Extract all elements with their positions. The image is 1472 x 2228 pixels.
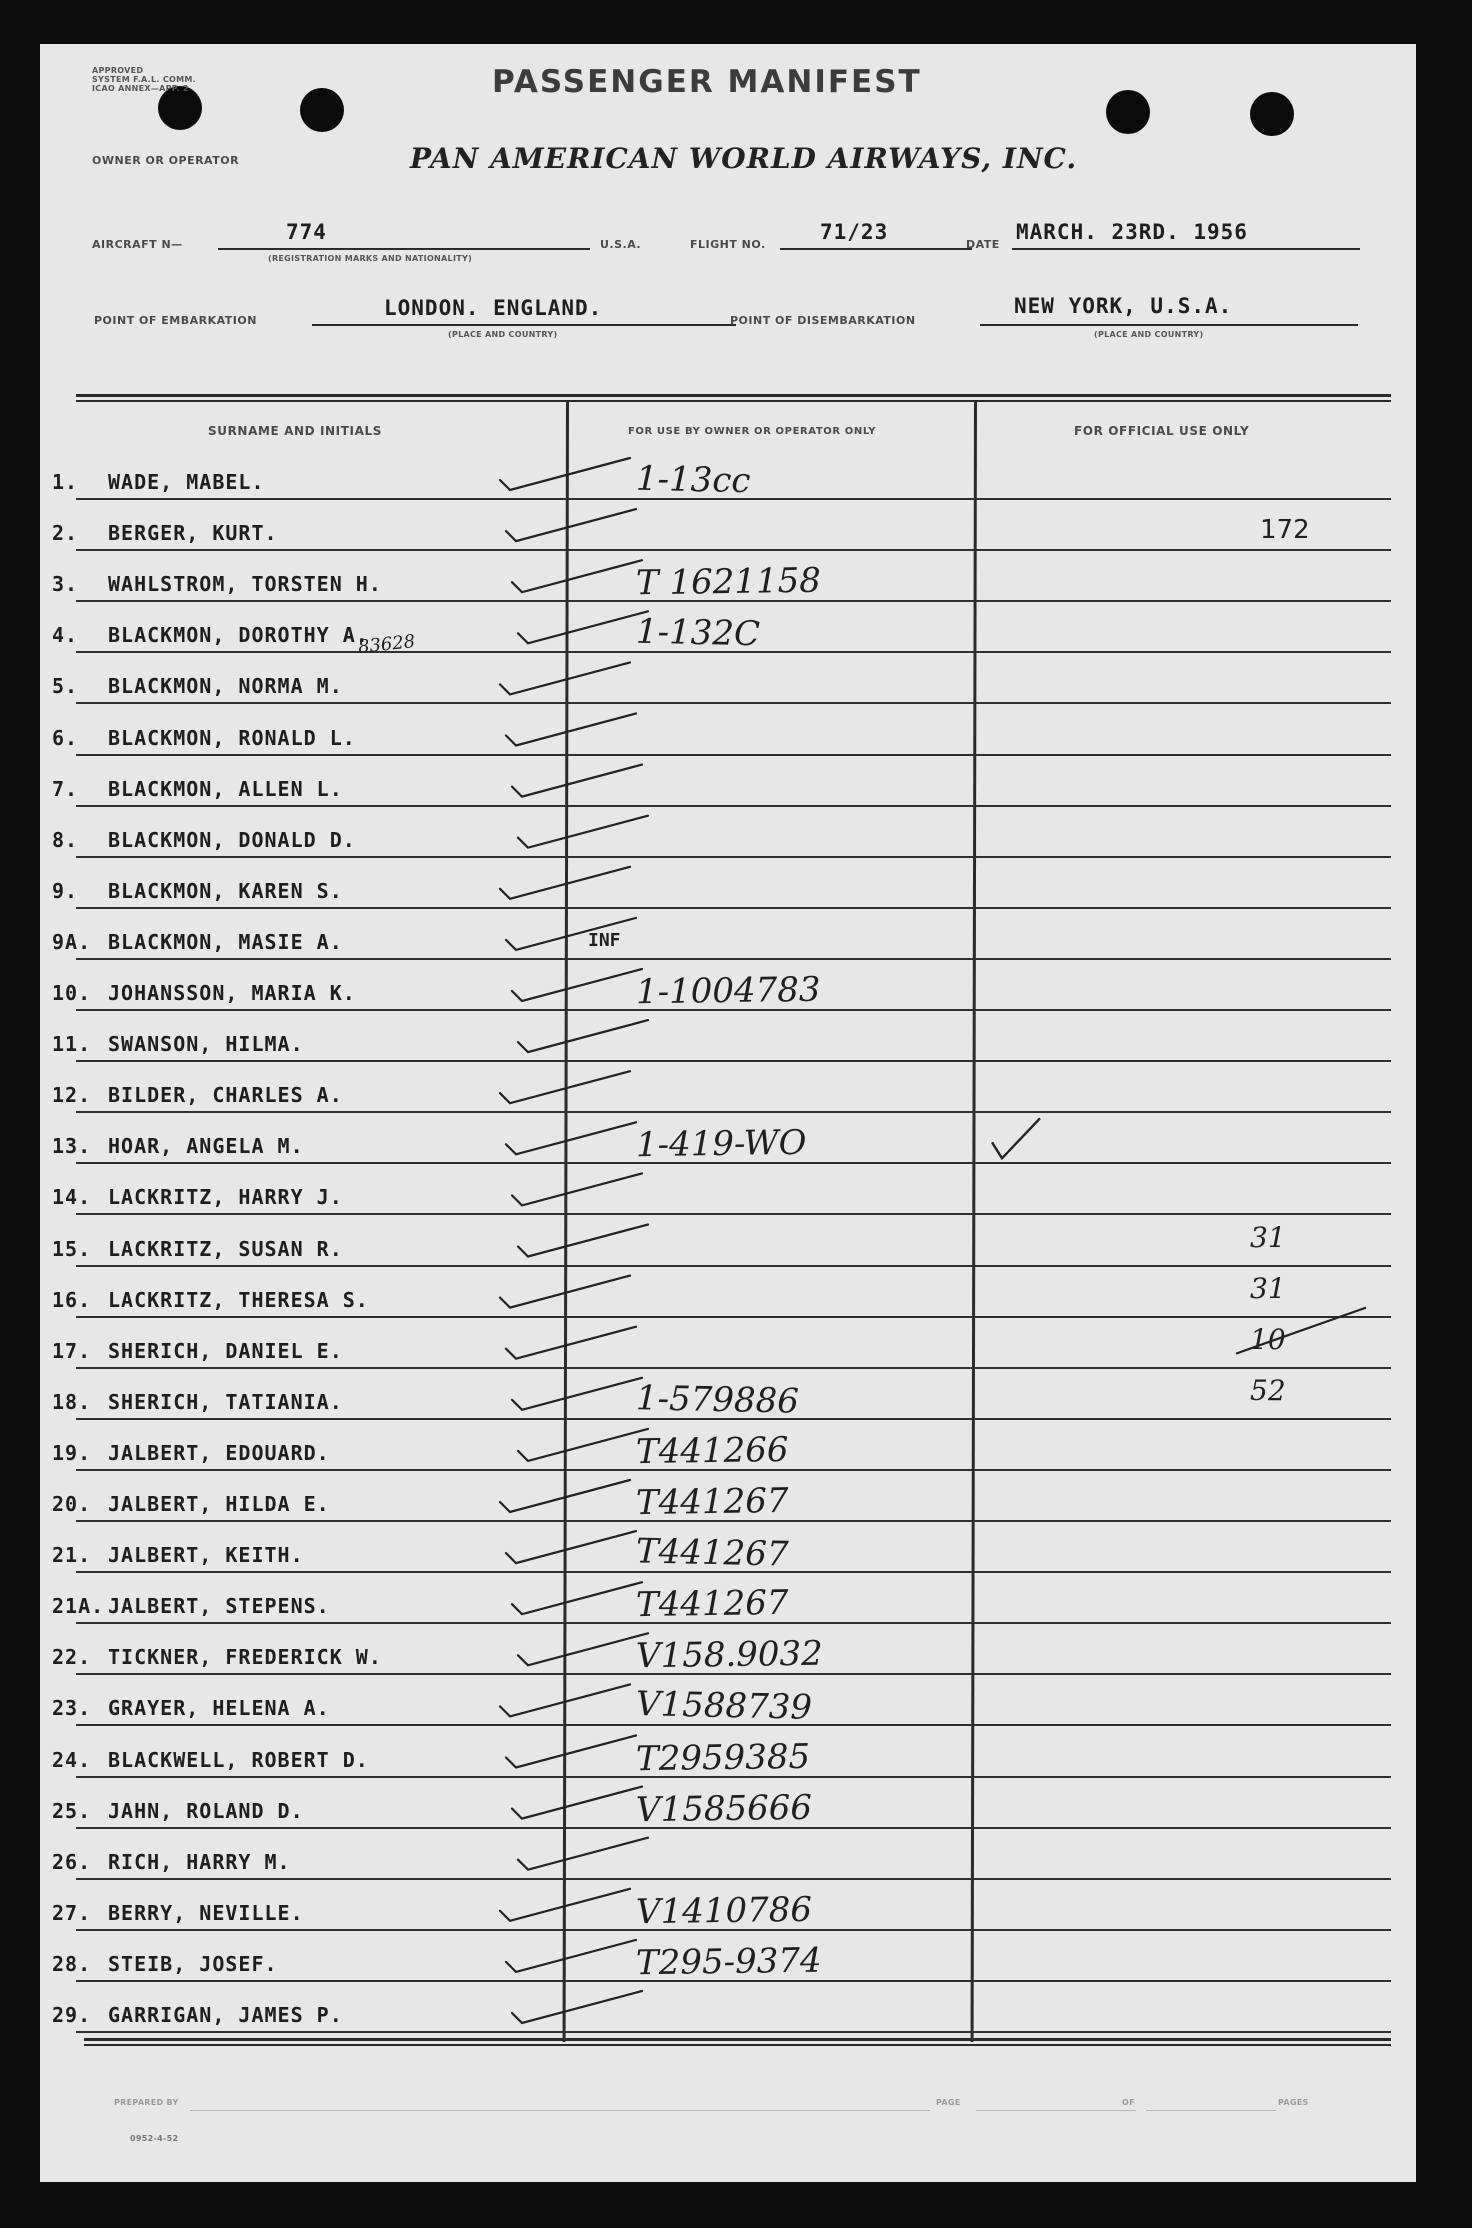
fraction-slash xyxy=(1236,1308,1366,1354)
row-number: 18. xyxy=(52,1390,92,1414)
row-number: 9. xyxy=(52,879,79,903)
column-header-name: SURNAME AND INITIALS xyxy=(208,424,382,438)
page-label: PAGE xyxy=(936,2098,961,2107)
check-mark xyxy=(500,458,630,490)
check-mark xyxy=(506,1122,636,1154)
check-mark xyxy=(518,611,648,643)
usa-label: U.S.A. xyxy=(600,238,642,251)
passenger-name: GRAYER, HELENA A. xyxy=(108,1696,330,1720)
manifest-sheet xyxy=(40,44,1416,2182)
embark-value: LONDON. ENGLAND. xyxy=(384,296,603,320)
check-mark xyxy=(512,1173,642,1205)
passenger-name: JALBERT, HILDA E. xyxy=(108,1492,330,1516)
form-code: 0952-4-52 xyxy=(130,2134,179,2143)
passenger-name: BERRY, NEVILLE. xyxy=(108,1901,304,1925)
check-mark xyxy=(506,918,636,950)
passenger-name: BLACKMON, ALLEN L. xyxy=(108,777,343,801)
row-number: 5. xyxy=(52,674,79,698)
row-number: 17. xyxy=(52,1339,92,1363)
date-label: DATE xyxy=(966,238,1000,251)
pages-label: PAGES xyxy=(1278,2098,1309,2107)
operator-notation: T 1621158 xyxy=(635,560,822,604)
passenger-name: JAHN, ROLAND D. xyxy=(108,1799,304,1823)
row-number: 2. xyxy=(52,521,79,545)
check-mark xyxy=(506,1940,636,1972)
check-mark xyxy=(500,1071,630,1103)
check-mark xyxy=(500,1480,630,1512)
row-number: 4. xyxy=(52,623,79,647)
passenger-name: STEIB, JOSEF. xyxy=(108,1952,278,1976)
check-mark xyxy=(506,1531,636,1563)
passenger-name: SHERICH, TATIANIA. xyxy=(108,1390,343,1414)
row-number: 21. xyxy=(52,1543,92,1567)
check-mark xyxy=(518,1225,648,1257)
check-mark-overlay xyxy=(40,44,1416,2182)
row-number: 9A. xyxy=(52,930,92,954)
disembark-value: NEW YORK, U.S.A. xyxy=(1014,294,1233,318)
check-mark xyxy=(506,1736,636,1768)
check-mark xyxy=(512,1787,642,1819)
passenger-name: JALBERT, KEITH. xyxy=(108,1543,304,1567)
passenger-name: BILDER, CHARLES A. xyxy=(108,1083,343,1107)
operator-notation: V1585666 xyxy=(635,1787,813,1831)
passenger-name: BLACKMON, DOROTHY A. xyxy=(108,623,369,647)
disembark-sub: (PLACE AND COUNTRY) xyxy=(1094,330,1204,339)
official-notation: 31 xyxy=(1250,1272,1286,1305)
operator-notation: 1-13cc xyxy=(635,458,751,502)
operator-notation: T2959385 xyxy=(635,1736,811,1780)
row-number: 16. xyxy=(52,1288,92,1312)
aircraft-label: AIRCRAFT N— xyxy=(92,238,183,251)
flight-label: FLIGHT NO. xyxy=(690,238,766,251)
check-mark xyxy=(518,1429,648,1461)
check-mark xyxy=(512,560,642,592)
passenger-name: LACKRITZ, HARRY J. xyxy=(108,1185,343,1209)
row-number: 15. xyxy=(52,1237,92,1261)
column-header-operator: FOR USE BY OWNER OR OPERATOR ONLY xyxy=(628,426,877,437)
row-number: 21A. xyxy=(52,1594,105,1618)
check-mark xyxy=(518,816,648,848)
passenger-name: BLACKWELL, ROBERT D. xyxy=(108,1748,369,1772)
operator-notation: 1-579886 xyxy=(635,1378,800,1422)
check-mark xyxy=(992,1118,1040,1158)
disembark-label: POINT OF DISEMBARKATION xyxy=(730,314,916,327)
official-notation: 31 xyxy=(1250,1221,1286,1254)
check-mark xyxy=(512,969,642,1001)
passenger-name: BLACKMON, NORMA M. xyxy=(108,674,343,698)
date-value: MARCH. 23RD. 1956 xyxy=(1016,220,1248,244)
row-number: 20. xyxy=(52,1492,92,1516)
operator-notation: 1-1004783 xyxy=(635,969,821,1013)
passenger-name: JALBERT, EDOUARD. xyxy=(108,1441,330,1465)
form-title: PASSENGER MANIFEST xyxy=(492,64,922,100)
row-number: 1. xyxy=(52,470,79,494)
check-mark xyxy=(506,714,636,746)
passenger-name: JALBERT, STEPENS. xyxy=(108,1594,330,1618)
passenger-name: LACKRITZ, THERESA S. xyxy=(108,1288,369,1312)
official-notation: 10 xyxy=(1250,1323,1286,1356)
passenger-name: BLACKMON, RONALD L. xyxy=(108,726,356,750)
row-number: 19. xyxy=(52,1441,92,1465)
passenger-name: TICKNER, FREDERICK W. xyxy=(108,1645,382,1669)
approval-line: ICAO ANNEX—APP. 2 xyxy=(92,84,189,93)
row-number: 25. xyxy=(52,1799,92,1823)
passenger-name: HOAR, ANGELA M. xyxy=(108,1134,304,1158)
row-number: 13. xyxy=(52,1134,92,1158)
check-mark xyxy=(500,1889,630,1921)
operator-name: PAN AMERICAN WORLD AIRWAYS, INC. xyxy=(410,142,1078,175)
row-number: 3. xyxy=(52,572,79,596)
flight-value: 71/23 xyxy=(820,220,889,244)
passenger-name: SWANSON, HILMA. xyxy=(108,1032,304,1056)
passenger-name: WAHLSTROM, TORSTEN H. xyxy=(108,572,382,596)
check-mark xyxy=(512,765,642,797)
row-number: 6. xyxy=(52,726,79,750)
row-number: 8. xyxy=(52,828,79,852)
passenger-name: RICH, HARRY M. xyxy=(108,1850,291,1874)
operator-notation: T295-9374 xyxy=(635,1940,822,1984)
embark-label: POINT OF EMBARKATION xyxy=(94,314,257,327)
passenger-name: BLACKMON, DONALD D. xyxy=(108,828,356,852)
passenger-name: JOHANSSON, MARIA K. xyxy=(108,981,356,1005)
row-number: 29. xyxy=(52,2003,92,2027)
check-mark xyxy=(500,1684,630,1716)
aircraft-value: 774 xyxy=(286,220,327,244)
operator-notation: 1-419-WO xyxy=(635,1122,807,1166)
approval-line: APPROVED xyxy=(92,66,144,75)
check-mark xyxy=(500,867,630,899)
official-notation: 52 xyxy=(1250,1374,1286,1407)
passenger-name: BERGER, KURT. xyxy=(108,521,278,545)
check-mark xyxy=(512,1582,642,1614)
passenger-name: LACKRITZ, SUSAN R. xyxy=(108,1237,343,1261)
row-number: 23. xyxy=(52,1696,92,1720)
operator-notation: V1410786 xyxy=(635,1889,813,1933)
passenger-name: SHERICH, DANIEL E. xyxy=(108,1339,343,1363)
check-mark xyxy=(512,1378,642,1410)
embark-sub: (PLACE AND COUNTRY) xyxy=(448,330,558,339)
passenger-name: WADE, MABEL. xyxy=(108,470,265,494)
marginal-note: 83628 xyxy=(357,631,417,659)
operator-notation: T441267 xyxy=(635,1582,789,1626)
aircraft-sub: (REGISTRATION MARKS AND NATIONALITY) xyxy=(268,254,473,263)
check-mark xyxy=(500,1276,630,1308)
row-number: 26. xyxy=(52,1850,92,1874)
passenger-name: GARRIGAN, JAMES P. xyxy=(108,2003,343,2027)
owner-label: OWNER OR OPERATOR xyxy=(92,154,240,167)
operator-notation: T441266 xyxy=(635,1429,789,1473)
row-number: 24. xyxy=(52,1748,92,1772)
passenger-name: BLACKMON, MASIE A. xyxy=(108,930,343,954)
row-number: 12. xyxy=(52,1083,92,1107)
check-mark xyxy=(500,662,630,694)
operator-notation: T441267 xyxy=(635,1480,789,1524)
check-mark xyxy=(512,1991,642,2023)
row-number: 27. xyxy=(52,1901,92,1925)
row-number: 14. xyxy=(52,1185,92,1209)
operator-notation: INF xyxy=(588,930,621,951)
check-mark xyxy=(518,1020,648,1052)
approval-line: SYSTEM F.A.L. COMM. xyxy=(92,75,196,84)
of-label: OF xyxy=(1122,2098,1135,2107)
check-mark xyxy=(506,1327,636,1359)
check-mark xyxy=(506,509,636,541)
operator-notation: T441267 xyxy=(635,1531,789,1575)
row-number: 10. xyxy=(52,981,92,1005)
row-number: 28. xyxy=(52,1952,92,1976)
official-notation: 172 xyxy=(1260,515,1310,545)
row-number: 7. xyxy=(52,777,79,801)
column-header-official: FOR OFFICIAL USE ONLY xyxy=(1074,424,1250,438)
row-number: 11. xyxy=(52,1032,92,1056)
check-mark xyxy=(518,1838,648,1870)
passenger-name: BLACKMON, KAREN S. xyxy=(108,879,343,903)
prepared-label: PREPARED BY xyxy=(114,2098,179,2107)
operator-notation: 1-132C xyxy=(635,611,761,655)
operator-notation: V158.9032 xyxy=(635,1633,824,1677)
operator-notation: V1588739 xyxy=(635,1684,813,1728)
row-number: 22. xyxy=(52,1645,92,1669)
check-mark xyxy=(518,1633,648,1665)
